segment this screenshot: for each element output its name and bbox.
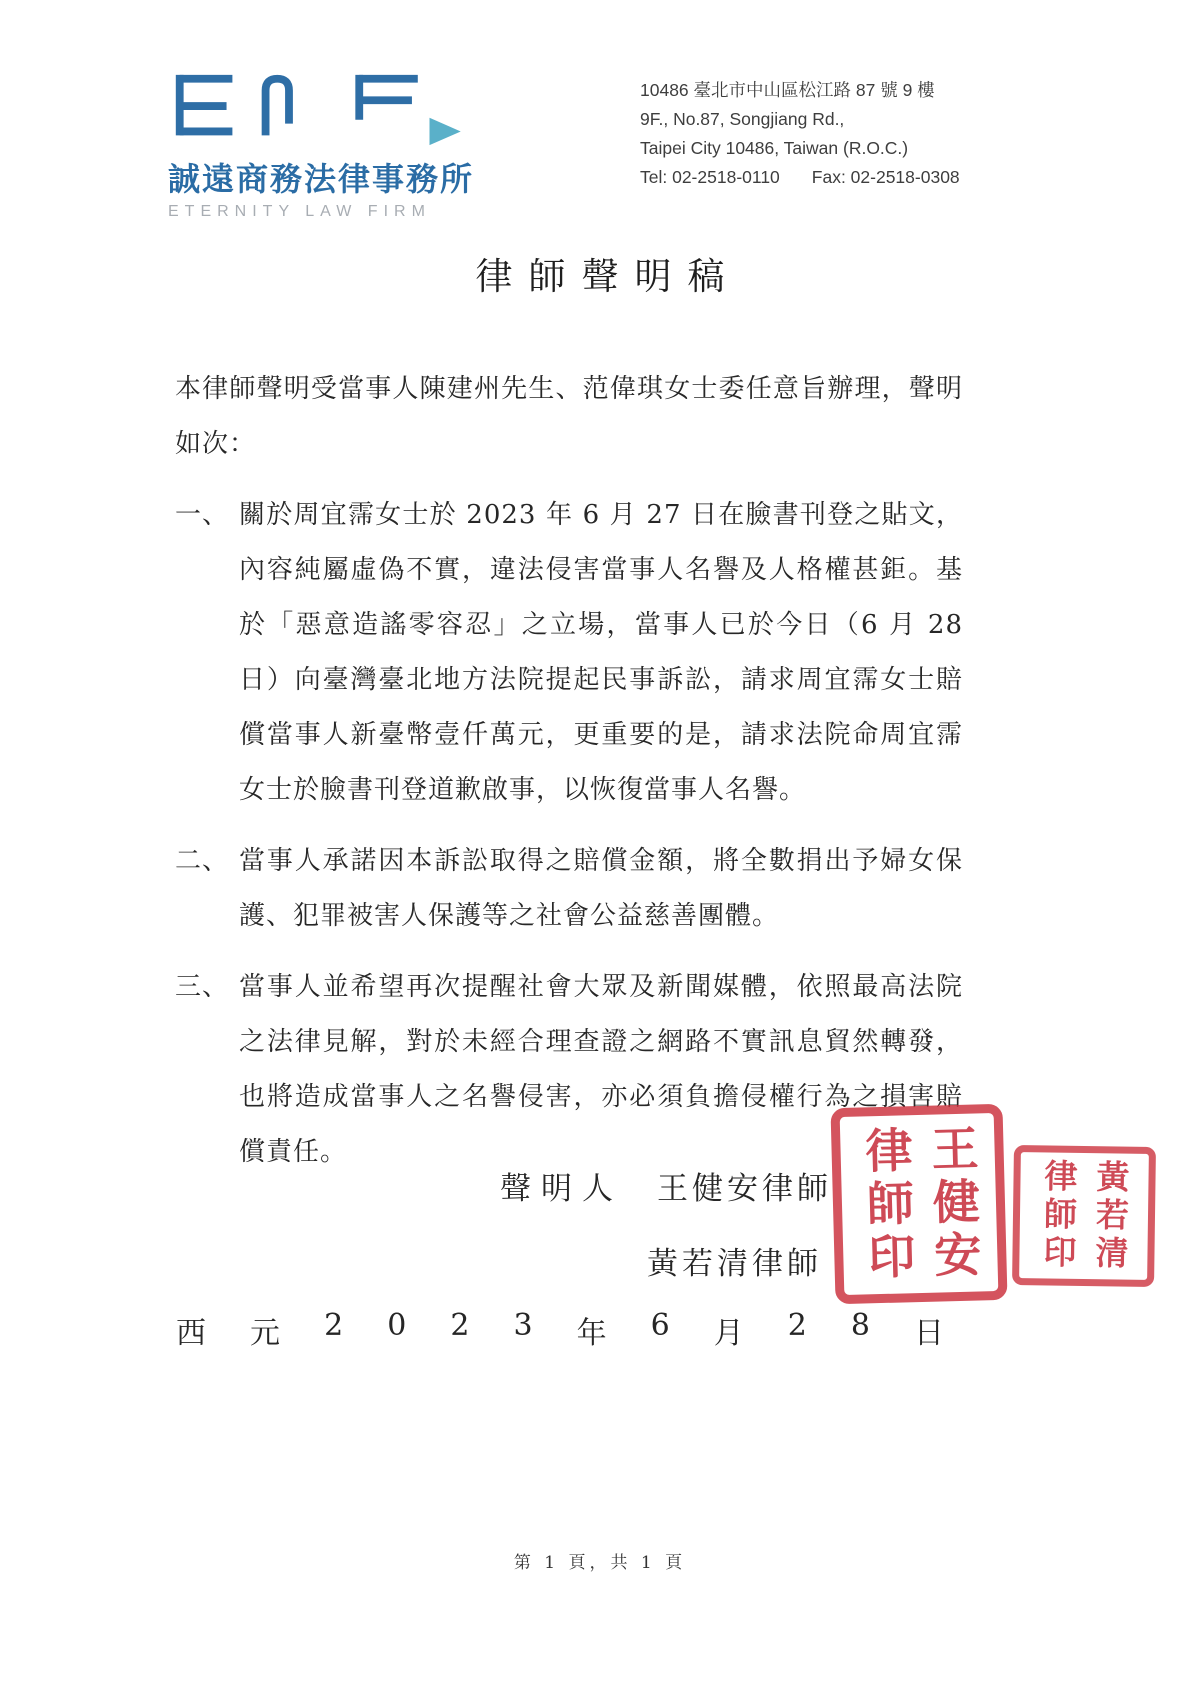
address-line-zh: 10486 臺北市中山區松江路 87 號 9 樓 <box>640 80 935 100</box>
telfax-row <box>640 163 1060 192</box>
document-title: 律師聲明稿 <box>475 255 741 298</box>
date-char: 月 <box>713 1316 744 1351</box>
item-text-1: 關於周宜霈女士於 2023 年 6 月 27 日在臉書刊登之貼文，內容純屬虛偽不實，違法侵害當事人名譽及人格權甚鉅。基於「惡意造謠零容忍」之立場，當事人已於今日（6 月 28 日）向臺灣臺北地方法院提起民事訴訟，請求周宜霈女士賠償當事人新臺幣壹仟萬元，更重要的是，請求法院命周宜霈女士於臉書刊登道歉啟事，以恢復當事人名譽。 <box>239 500 963 805</box>
date-char: 日 <box>914 1316 944 1351</box>
item-text-3: 當事人並希望再次提醒社會大眾及新聞媒體，依照最高法院之法律見解，對於未經合理查證之網路不實訊息貿然轉發，也將造成當事人之名譽侵害，亦必須負擔侵權行為之損害賠償責任。 <box>239 972 963 1167</box>
item-marker-1: 一、 <box>175 500 230 530</box>
lawyer-name-1: 王健安律師 <box>657 1171 832 1207</box>
firm-logo-block <box>168 70 508 221</box>
lawyer-seal-2 <box>1012 1145 1156 1287</box>
lawyer-seal-2-text: 黃若清律師印 <box>1038 1158 1131 1274</box>
address-line-en1: 9F., No.87, Songjiang Rd., <box>640 109 845 129</box>
intro-paragraph: 本律師聲明受當事人陳建州先生、范偉琪女士委任意旨辦理，聲明如次： <box>175 374 963 459</box>
lawyer-name-2: 黃若清律師 <box>647 1246 822 1282</box>
date-char: 6 <box>650 1308 670 1343</box>
firm-name-zh: 誠遠商務法律事務所 <box>168 160 475 198</box>
page-number-footer: 第 1 頁，共 1 頁 <box>513 1553 687 1573</box>
statement-body <box>175 362 963 1180</box>
fax-number: Fax: 02-2518-0308 <box>811 167 960 187</box>
date-char: 西 <box>176 1316 206 1351</box>
statement-item-1 <box>175 488 963 818</box>
date-char: 3 <box>513 1308 533 1343</box>
tel-number: Tel: 02-2518-0110 <box>640 167 780 187</box>
firm-name-en: ETERNITY LAW FIRM <box>168 203 431 220</box>
date-char: 8 <box>850 1308 870 1343</box>
signature-block <box>500 1163 832 1283</box>
date-line <box>176 1308 944 1352</box>
date-char: 年 <box>576 1316 607 1351</box>
item-text-2: 當事人承諾因本訴訟取得之賠償金額，將全數捐出予婦女保護、犯罪被害人保護等之社會公益慈善團體。 <box>239 846 963 931</box>
firm-address-block <box>640 76 1060 192</box>
date-char: 0 <box>387 1308 407 1343</box>
ele-monogram-icon <box>168 70 490 148</box>
declarant-label: 聲明人 <box>500 1171 623 1207</box>
address-line-en2: Taipei City 10486, Taiwan (R.O.C.) <box>640 138 909 158</box>
date-char: 2 <box>787 1308 807 1343</box>
date-char: 2 <box>450 1308 470 1343</box>
statement-item-3 <box>175 960 963 1180</box>
item-marker-2: 二、 <box>175 846 230 876</box>
date-char: 2 <box>324 1308 344 1343</box>
signature-row-1 <box>500 1163 832 1208</box>
statement-item-2 <box>175 834 963 944</box>
lawyer-seal-1-text: 王健安律師印 <box>856 1122 983 1286</box>
item-marker-3: 三、 <box>175 972 230 1002</box>
date-char: 元 <box>250 1316 281 1351</box>
